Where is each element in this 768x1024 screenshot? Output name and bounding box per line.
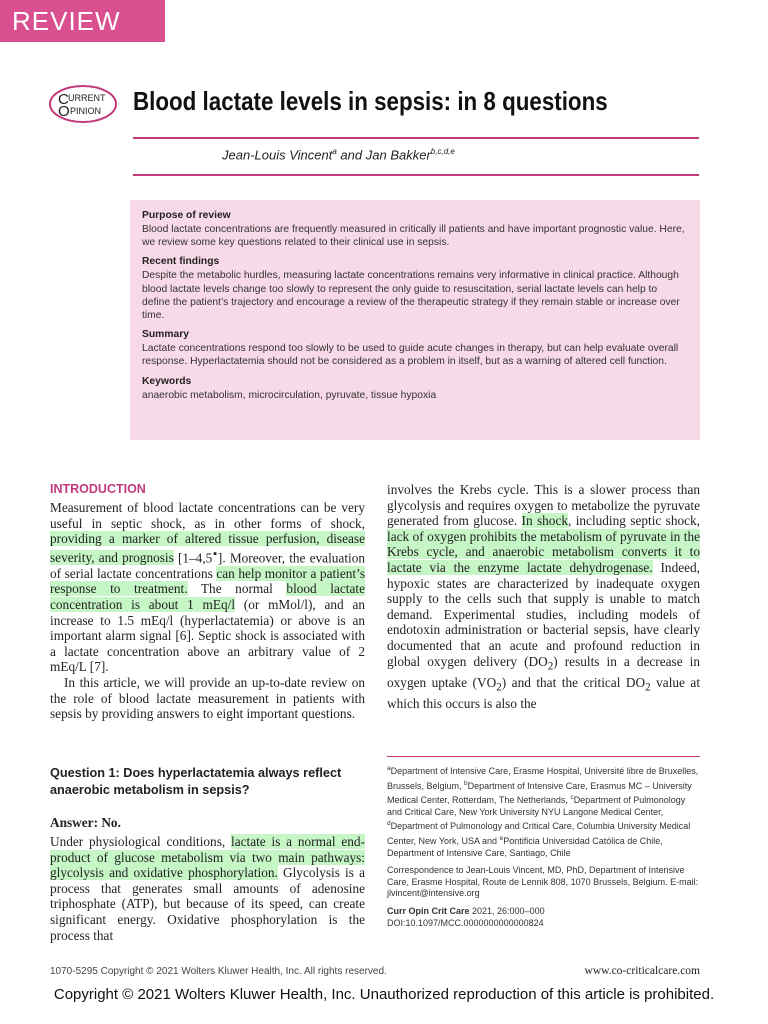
- affiliations: $^a$Department of Intensive Care, Erasme Hospital, Université libre de Bruxelles, Brussels, Belgium, $^b$Department of Intensive Care, Erasmus MC – University Medical Center, Rotterdam, The Netherlands, $^c$Department of Pulmonology and Critical Care, New York University NYU Langone Medical Center, $^d$Department of Pulmonology and Critical Care, Columbia University Medical Center, New York, USA and $^e$Pontificia Universidad Católica de Chile, Department of Intensive Care, Santiago, Chile: [387, 765, 699, 858]
- question-1-heading: Question 1: Does hyperlactatemia always reflect anaerobic metabolism in sepsis?: [50, 766, 342, 797]
- current-opinion-logo: [48, 84, 120, 124]
- copyright-notice: Copyright © 2021 Wolters Kluwer Health, Inc. Unauthorized reproduction of this article is prohibited.: [53, 986, 715, 1003]
- title-rule: [133, 137, 699, 139]
- highlight: lack of oxygen prohibits the metabolism of pyruvate in the Krebs cycle, and anaerobic metabolism converts it to lactate via the enzyme lactate dehydrogenase.: [387, 528, 700, 575]
- highlight: blood lactate concentration is about 1 mEq/l: [50, 581, 365, 612]
- intro-heading: INTRODUCTION: [50, 482, 146, 496]
- answer-label: Answer: No.: [50, 815, 121, 830]
- footer-issn: 1070-5295 Copyright © 2021 Wolters Kluwer Health, Inc. All rights reserved.: [50, 966, 387, 977]
- footnotes: [387, 763, 702, 929]
- highlight: In shock: [521, 513, 569, 529]
- article-title: Blood lactate levels in sepsis: in 8 questions: [133, 86, 608, 116]
- answer-paragraph: Under physiological conditions, lactate is a normal end-product of glucose metabolism via two main pathways: glycolysis and oxidative phosphorylation. Glycolysis is a process that generates small amounts of adenosine triphosphate (ATP), but because of its speed, can create significant energy. Oxidative phosphorylation is the process that: [50, 834, 365, 943]
- keywords-text: anaerobic metabolism, microcirculation, pyruvate, tissue hypoxia: [142, 389, 437, 401]
- highlight: can help monitor a patient’s response to treatment.: [50, 565, 365, 597]
- doi: DOI:10.1097/MCC.0000000000000824: [387, 917, 544, 928]
- left-column: [50, 482, 365, 722]
- svg-text:O: O: [58, 103, 70, 120]
- review-tab: REVIEW: [0, 0, 165, 42]
- intro-paragraph-1: Measurement of blood lactate concentrations can be very useful in septic shock, as in other forms of shock, providing a marker of altered tissue perfusion, disease severity, and prognosis [1–4,5▪]. Moreover, the evaluation of serial lactate concentrations can help monitor a patient’s response to treatment. The normal blood lactate concentration is about 1 mEq/l (or mMol/l), and an increase to 1.5 mEq/l (hyperlactatemia) or above is an important alarm signal [6]. Septic shock is associated with a lactate concentration above an arbitrary value of 2 mEq/L [7].: [50, 500, 366, 675]
- keywords-heading: Keywords: [142, 375, 192, 387]
- footer-website-link[interactable]: www.co-criticalcare.com: [584, 965, 700, 977]
- authors: Jean-Louis Vincent$^a$ and Jan Bakker$^{b,c,d,e}$: [222, 147, 455, 163]
- summary-heading: Summary: [142, 329, 189, 341]
- authors-rule: [133, 174, 699, 176]
- intro-paragraph-2: In this article, we will provide an up-to-date review on the role of blood lactate measurement in patients with sepsis by providing answers to eight important questions.: [50, 674, 365, 722]
- logo-line1: URRENT: [68, 93, 106, 103]
- purpose-heading: Purpose of review: [142, 210, 231, 221]
- highlight: providing a marker of altered tissue perfusion, disease severity, and prognosis: [50, 531, 365, 566]
- summary-text: Lactate concentrations respond too slowly to be used to guide acute changes in therapy, but can help evaluate overall response. Hyperlactatemia should not be considered as a problem in itself, but as a warning of altered cell function.: [142, 343, 679, 368]
- answer-body: [50, 834, 365, 943]
- right-column: [387, 482, 700, 712]
- highlight: lactate is a normal end-product of glucose metabolism via two main pathways: glycolysis and oxidative phosphorylation.: [50, 834, 365, 881]
- findings-heading: Recent findings: [142, 256, 220, 268]
- right-paragraph: involves the Krebs cycle. This is a slower process than glycolysis and requires oxygen to metabolize the pyruvate generated from glucose. In shock, including septic shock, lack of oxygen prohibits the metabolism of pyruvate in the Krebs cycle, and anaerobic metabolism converts it to lactate via the enzyme lactate dehydrogenase. Indeed, hypoxic states are characterized by inadequate oxygen supply to the cells such that supply is unable to match demand. Experimental studies, including models of endotoxin administration or bacterial sepsis, have clearly documented that an acute and profound reduction in global oxygen delivery $(DO_2)$ results in a decrease in oxygen uptake $(VO_2)$ and that the critical $DO_2$ value at which this occurs is also the: [387, 482, 701, 712]
- correspondence: Correspondence to Jean-Louis Vincent, MD, PhD, Department of Intensive Care, Erasme Hospital, Route de Lennik 808, 1070 Brussels, Belgium. E-mail: jlvincent@intensive.org: [387, 865, 699, 899]
- logo-line2: PINION: [70, 106, 102, 116]
- svg-text:C: C: [58, 91, 69, 108]
- footnote-rule: [387, 756, 700, 757]
- findings-text: Despite the metabolic hurdles, measuring lactate concentrations remains very informative in clinical practice. Although blood lactate levels change too slowly to represent the only guide to resuscitation, serial lactate levels can help to define the patient’s trajectory and encourage a review of the therapeutic strategy if they remain stable or increase over time.: [142, 270, 680, 322]
- citation: Curr Opin Crit Care 2021, 26:000–000 DOI:10.1097/MCC.0000000000000824: [387, 905, 545, 928]
- abstract-box: [130, 200, 700, 440]
- purpose-text: Blood lactate concentrations are frequently measured in critically ill patients and have important prognostic value. Here, we review some key questions related to their clinical use in sepsis.: [142, 224, 685, 249]
